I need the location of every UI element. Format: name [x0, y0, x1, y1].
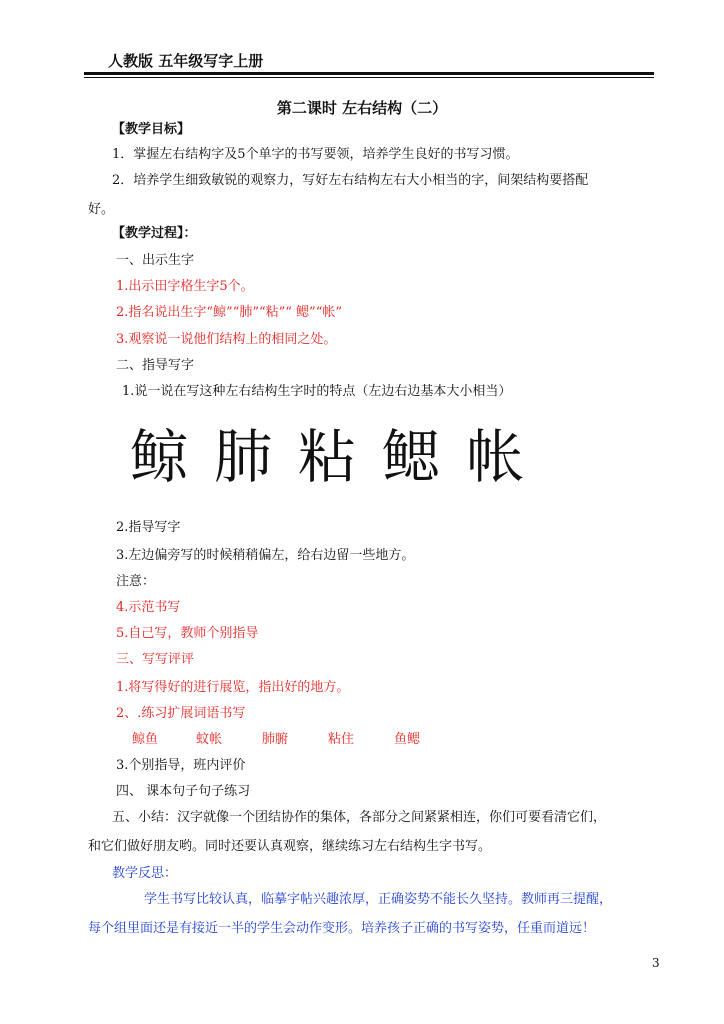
- big-char: 鲸: [130, 423, 195, 491]
- lesson-title: 第二课时 左右结构（二）: [276, 99, 448, 117]
- summary-line2: 和它们做好朋友哟。同时还要认真观察，继续练习左右结构生字书写。: [88, 839, 492, 854]
- large-characters: [130, 410, 550, 494]
- step-2-1: 1.说一说在写这种左右结构生字时的特点（左边右边基本大小相当）: [122, 384, 512, 399]
- step-3-3: 3.个别指导，班内评价: [116, 758, 246, 773]
- big-char: 鳃: [382, 423, 447, 491]
- reflection-line1: 学生书写比较认真，临摹字帖兴趣浓厚，正确姿势不能长久坚持。教师再三提醒，: [144, 892, 613, 907]
- big-char: 帐: [466, 423, 531, 491]
- running-header: 人教版 五年级写字上册: [108, 52, 264, 70]
- section-3-heading: 三、写写评评: [116, 652, 195, 667]
- section-4-heading: 四、 课本句子句子练习: [116, 784, 251, 799]
- word-item: 肺腑: [262, 732, 289, 747]
- word-item: 鲸鱼: [132, 732, 159, 747]
- step-1-1: 1.出示田字格生字5个。: [116, 279, 254, 294]
- header-rule-thin: [84, 77, 654, 78]
- word-item: 鱼鳃: [394, 732, 421, 747]
- section-2-heading: 二、指导写字: [116, 358, 195, 373]
- reflection-line2: 每个组里面还是有接近一半的学生会动作变形。培养孩子正确的书写姿势，任重而道远！: [88, 921, 596, 936]
- step-1-2: 2.指名说出生字“鲸”“肺”“粘”“ 鳃”“帐”: [116, 305, 342, 320]
- word-item: 粘住: [328, 732, 355, 747]
- step-1-3: 3.观察说一说他们结构上的相同之处。: [116, 332, 337, 347]
- big-char: 肺: [214, 423, 279, 491]
- note-label: 注意：: [116, 574, 156, 589]
- big-char: 粘: [298, 423, 363, 491]
- step-2-5: 5.自己写，教师个别指导: [116, 626, 259, 641]
- summary-line1: 五、小结：汉字就像一个团结协作的集体，各部分之间紧紧相连，你们可要看清它们，: [112, 810, 607, 825]
- step-2-2: 2.指导写字: [116, 520, 181, 535]
- section-1-heading: 一、出示生字: [116, 253, 195, 268]
- objectives-heading: 【教学目标】: [112, 122, 191, 137]
- objective-2-line2: 好。: [88, 202, 115, 217]
- reflection-heading: 教学反思：: [112, 866, 178, 881]
- step-2-4: 4.示范书写: [116, 600, 181, 615]
- objective-2-line1: 2．培养学生细致敏锐的观察力，写好左右结构左右大小相当的字，间架结构要搭配: [112, 173, 589, 188]
- objective-1: 1．掌握左右结构字及5个单字的书写要领，培养学生良好的书写习惯。: [112, 147, 519, 162]
- step-3-2: 2、.练习扩展词语书写: [116, 706, 246, 721]
- page-number: 3: [652, 956, 660, 970]
- step-3-1: 1.将写得好的进行展览，指出好的地方。: [116, 680, 350, 695]
- header-rule-thick: [84, 72, 654, 75]
- process-heading: 【教学过程】：: [112, 226, 197, 241]
- word-item: 蚊帐: [196, 732, 223, 747]
- step-2-3: 3.左边偏旁写的时候稍稍偏左，给右边留一些地方。: [116, 548, 415, 563]
